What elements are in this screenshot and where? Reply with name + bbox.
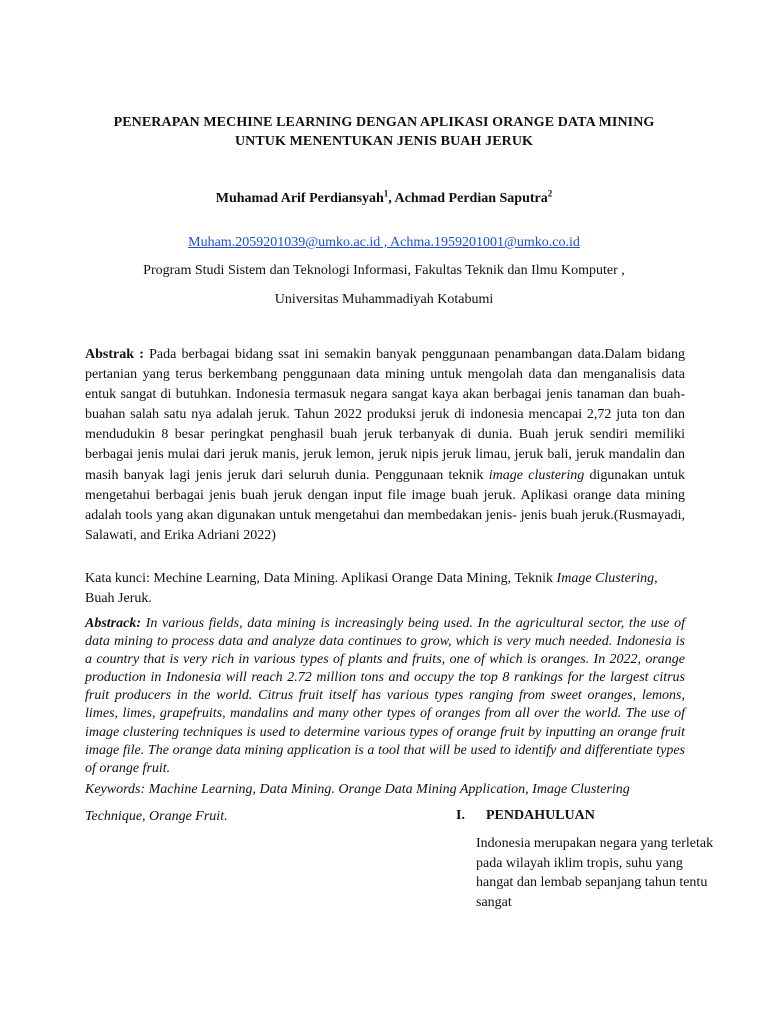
keywords-line-2: Technique, Orange Fruit.	[85, 809, 228, 824]
author-1-affiliation-mark: 1	[383, 188, 389, 199]
affiliation-line-1: Program Studi Sistem dan Teknologi Informasi, Fakultas Teknik dan Ilmu Komputer ,	[143, 263, 625, 278]
kata-kunci-italic: Image Clustering	[556, 571, 655, 586]
author-emails	[60, 234, 708, 252]
kata-kunci-text-2: , Buah Jeruk.	[85, 571, 658, 606]
kata-kunci	[85, 569, 685, 609]
abstract-english	[85, 615, 685, 778]
abstrak-label: Abstrak :	[85, 347, 144, 362]
paper-title	[60, 113, 708, 151]
author-1: Muhamad Arif Perdiansyah	[215, 191, 384, 206]
title-line-1: PENERAPAN MECHINE LEARNING DENGAN APLIKASI ORANGE DATA MINING	[113, 115, 655, 130]
email-links[interactable]: Muham.2059201039@umko.ac.id , Achma.1959201001@umko.co.id	[188, 235, 580, 250]
intro-line-2: pada wilayah iklim tropis, suhu yang	[476, 855, 683, 871]
abstrak-italic-term: image clustering	[488, 467, 585, 483]
section-number: I.	[456, 808, 465, 823]
author-separator: ,	[388, 191, 395, 206]
intro-line-3: hangat dan lembab sepanjang tahun tentu	[476, 875, 708, 891]
abstrak-text-2: digunakan untuk mengetahui berbagai jenis buah jeruk dengan input file image buah jeruk. Aplikasi orange data mining adalah tools yang akan digunakan untuk mengetahui dan membedakan jenis- jenis buah jeruk.(Rusmayadi, Salawati, and Erika Adriani 2022)	[85, 467, 685, 543]
author-2: Achmad Perdian Saputra	[394, 191, 548, 206]
abstract-indonesian	[85, 345, 685, 546]
abstract-en-label: Abstrack:	[85, 616, 141, 631]
author-list	[60, 190, 708, 208]
affiliation-line-2: Universitas Muhammadiyah Kotabumi	[274, 292, 494, 307]
title-line-2: UNTUK MENENTUKAN JENIS BUAH JERUK	[234, 134, 534, 149]
section-heading	[456, 807, 595, 825]
intro-line-4: sangat	[476, 894, 512, 910]
abstrak-text: Pada berbagai bidang ssat ini semakin banyak penggunaan penambangan data.Dalam bidang pertanian yang terus berkembang penggunaan data mining untuk mengolah data dan menganalisis data entuk sangat di butuhkan. Indonesia termasuk negara sangat kaya akan berbagai jenis tanaman dan buah-buahan salah satu nya adalah jeruk. Tahun 2022 produksi jeruk di indonesia mencapai 2,72 juta ton dan mendudukin 8 besar peringkat penghasil buah jeruk terbanyak di dunia. Buah jeruk sendiri memiliki berbagai jenis mulai dari jeruk manis, jeruk lemon, jeruk nipis jeruk limau, jeruk bali, jeruk mandalin dan masih banyak lagi jenis jeruk dari seluruh dunia. Penggunaan teknik	[85, 347, 686, 483]
abstract-en-text: In various fields, data mining is increasingly being used. In the agricultural sector, the use of data mining to process data and analyze data continues to grow, which is very much needed. Indonesia is a country that is very rich in various types of plants and fruits, one of which is oranges. In 2022, orange production in Indonesia will reach 2.72 million tons and occupy the top 8 rankings for the largest citrus fruit producers in the world. Citrus fruit itself has various types ranging from sweet oranges, lemons, limes, limes, grapefruits, mandalins and many other types of oranges from all over the world. The use of image clustering techniques is used to determine various types of orange fruit by inputting an orange fruit image file. The orange data mining application is a tool that will be used to identify and differentiate types of orange fruit.	[85, 616, 685, 776]
author-2-affiliation-mark: 2	[547, 188, 553, 199]
introduction-text	[476, 834, 750, 912]
section-title: PENDAHULUAN	[486, 808, 595, 823]
keywords-line-1: Keywords: Machine Learning, Data Mining. Orange Data Mining Application, Image Clustering	[85, 782, 630, 797]
intro-line-1: Indonesia merupakan negara yang terletak	[476, 836, 714, 851]
kata-kunci-text: Kata kunci: Mechine Learning, Data Mining. Aplikasi Orange Data Mining, Teknik	[85, 571, 557, 586]
